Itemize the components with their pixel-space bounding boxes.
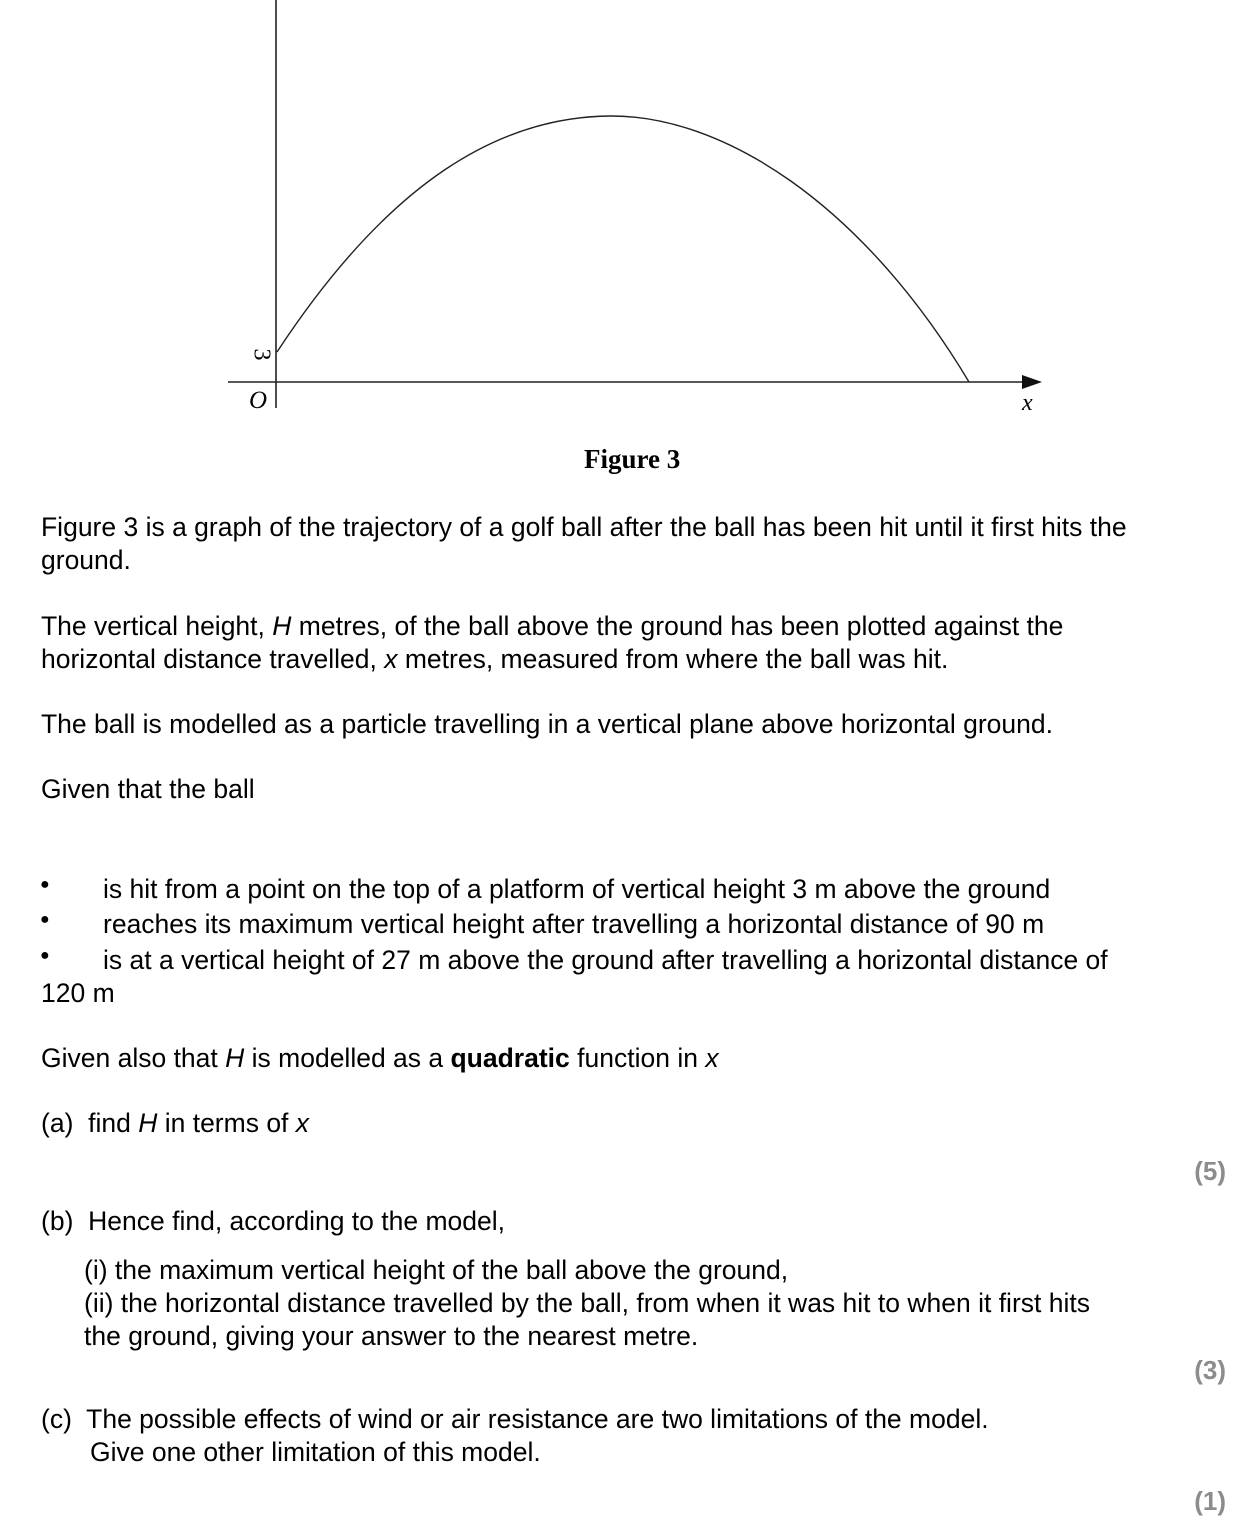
part-b-label: (b) — [41, 1206, 74, 1236]
part-b-ii-line-2: the ground, giving your answer to the nearest metre. — [84, 1321, 699, 1351]
intro-line-1: Figure 3 is a graph of the trajectory of a golf ball after the ball has been hit until it first hits the — [41, 512, 1127, 542]
given-also-paragraph: Given also that H is modelled as a quadratic function in x — [41, 1043, 719, 1073]
part-a-label: (a) — [41, 1108, 74, 1138]
part-a-marks: (5) — [1194, 1156, 1226, 1186]
figure-caption: Figure 3 — [584, 444, 681, 474]
bullet-item-1: is hit from a point on the top of a platform of vertical height 3 m above the ground — [103, 874, 1051, 904]
origin-label: O — [249, 387, 268, 414]
part-b-ii-line-1: (ii) the horizontal distance travelled by the ball, from when it was hit to when it first hits — [84, 1288, 1090, 1318]
y-intercept-label: 3 — [248, 348, 275, 361]
part-b-subparts — [84, 1254, 1090, 1353]
trajectory-graph — [0, 0, 1234, 430]
x-axis-label: x — [1022, 390, 1033, 416]
part-b-i: (i) the maximum vertical height of the ball above the ground, — [84, 1255, 789, 1285]
intro-paragraph — [41, 511, 1127, 577]
part-c-line-2: Give one other limitation of this model. — [90, 1437, 541, 1467]
bullet-item-3-continuation: 120 m — [41, 978, 115, 1008]
part-b-marks: (3) — [1194, 1355, 1226, 1385]
height-distance-paragraph: The vertical height, H metres, of the ball above the ground has been plotted against the horizontal distance travelled, x metres, measured from where the ball was hit. — [41, 611, 1064, 674]
bullet-icon: ● — [40, 947, 50, 964]
bullet-icon: ● — [40, 911, 50, 928]
bullet-item-2: reaches its maximum vertical height after travelling a horizontal distance of 90 m — [103, 909, 1045, 939]
part-c: (c) The possible effects of wind or air resistance are two limitations of the model. — [41, 1404, 989, 1434]
given-paragraph: Given that the ball — [41, 774, 255, 804]
part-c-label: (c) — [41, 1404, 72, 1434]
part-b: (b) Hence find, according to the model, — [41, 1206, 506, 1236]
part-c-marks: (1) — [1194, 1486, 1226, 1516]
intro-line-2: ground. — [41, 545, 131, 575]
part-a: (a) find H in terms of x — [41, 1108, 310, 1138]
trajectory-curve — [277, 116, 969, 382]
x-axis-arrow-icon — [1022, 375, 1042, 389]
model-paragraph: The ball is modelled as a particle travelling in a vertical plane above horizontal ground. — [41, 709, 1053, 739]
bullet-item-3: is at a vertical height of 27 m above the ground after travelling a horizontal distance of — [103, 945, 1108, 975]
bullet-icon: ● — [40, 876, 50, 893]
